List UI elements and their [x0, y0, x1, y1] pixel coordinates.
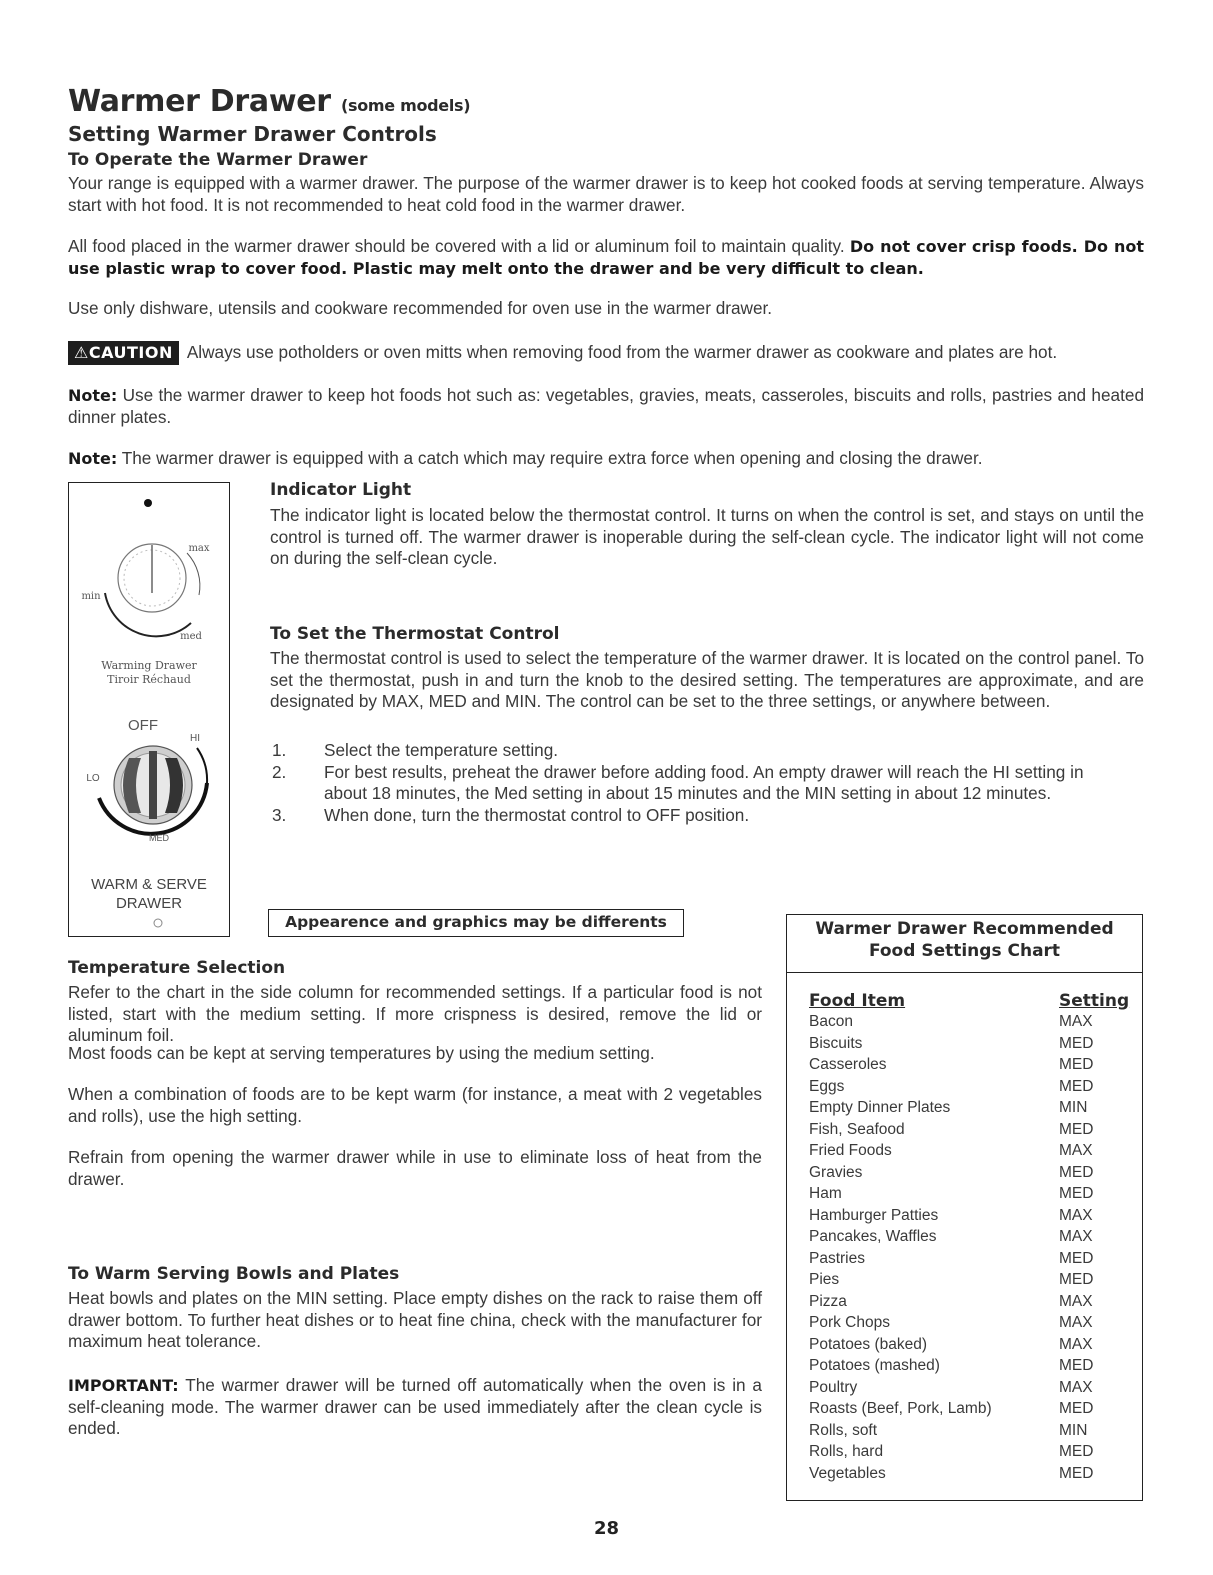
note-1-text: Use the warmer drawer to keep hot foods hot such as: vegetables, gravies, meats, casseroles, biscuits and rolls, pastries and heated dinner plates.: [68, 385, 1144, 427]
food-item-cell: Biscuits: [809, 1034, 863, 1052]
note-2: [68, 448, 1144, 470]
food-item-cell: Rolls, soft: [809, 1421, 878, 1439]
column-header-setting: Setting: [1059, 991, 1130, 1011]
setting-cell: MAX: [1059, 1378, 1093, 1396]
indicator-heading: Indicator Light: [270, 480, 412, 500]
page-title-subtitle: (some models): [340, 96, 471, 115]
knob1-min-label: min: [81, 591, 101, 602]
food-item-cell: Pastries: [809, 1249, 865, 1267]
setting-cell: MAX: [1059, 1228, 1093, 1245]
food-item-cell: Potatoes (baked): [809, 1335, 928, 1353]
caution-text: Always use potholders or oven mitts when removing food from the warmer drawer as cookware and plates are hot.: [186, 342, 1058, 362]
table-row: [809, 1250, 1119, 1272]
table-row: [809, 1142, 1119, 1164]
indicator-light-icon: [144, 499, 152, 507]
chart-title: [787, 915, 1142, 973]
food-item-cell: Bacon: [809, 1013, 853, 1030]
caution-label: CAUTION: [88, 343, 173, 362]
operate-paragraph-2: [68, 236, 1144, 279]
table-row: [809, 1271, 1119, 1293]
step-number: 1.: [272, 740, 287, 760]
setting-cell: MAX: [1059, 1335, 1093, 1353]
table-row: [809, 1228, 1119, 1250]
food-item-cell: Rolls, hard: [809, 1443, 884, 1460]
table-row: [809, 1185, 1119, 1207]
setting-cell: MAX: [1059, 1292, 1093, 1310]
step-text: Select the temperature setting.: [324, 740, 559, 760]
table-row: [809, 1379, 1119, 1401]
chart-rows: [809, 1013, 1119, 1486]
food-item-cell: Eggs: [809, 1077, 845, 1095]
page-title-text: Warmer Drawer: [68, 84, 331, 119]
table-row: [809, 1207, 1119, 1229]
food-item-cell: Hamburger Patties: [809, 1206, 939, 1224]
note-1: [68, 385, 1144, 428]
warming-drawer-label-line1: Warming Drawer: [101, 659, 197, 672]
table-row: [809, 1314, 1119, 1336]
knob2-off-label: OFF: [128, 717, 158, 734]
warm-bowls-paragraph: Heat bowls and plates on the MIN setting. Place empty dishes on the rack to raise them off drawer bottom. To further heat dishes or to heat fine china, check with the manufacturer for maximum heat tolerance.: [68, 1288, 762, 1351]
table-row: [809, 1357, 1119, 1379]
setting-cell: MED: [1059, 1357, 1094, 1374]
food-item-cell: Potatoes (mashed): [809, 1357, 940, 1374]
setting-cell: MED: [1059, 1464, 1094, 1482]
food-item-cell: Pancakes, Waffles: [809, 1228, 937, 1245]
setting-cell: MAX: [1059, 1013, 1093, 1030]
food-item-cell: Empty Dinner Plates: [809, 1099, 951, 1116]
list-item: [272, 762, 1118, 805]
thermostat-steps: [272, 740, 1118, 826]
caution-badge: [68, 341, 179, 365]
food-item-cell: Fish, Seafood: [809, 1120, 905, 1138]
table-row: [809, 1336, 1119, 1358]
warm-serve-label-line2: DRAWER: [115, 895, 183, 912]
important-label: IMPORTANT:: [68, 1376, 179, 1395]
page-number: 28: [593, 1518, 620, 1539]
operate-paragraph-1: Your range is equipped with a warmer drawer. The purpose of the warmer drawer is to keep hot cooked foods at serving temperature. Always start with hot food. It is not recommended to heat cold food in the warmer drawer.: [68, 173, 1144, 215]
knob1-med-label: med: [180, 631, 202, 642]
warm-serve-label-line1: WARM & SERVE: [91, 876, 207, 893]
step-number: 3.: [272, 804, 287, 825]
temp-selection-heading: Temperature Selection: [68, 958, 286, 978]
gear-icon: [154, 919, 162, 927]
warm-and-serve-knob-icon: [99, 746, 207, 834]
table-row: [809, 1078, 1119, 1100]
table-row: [809, 1121, 1119, 1143]
food-item-cell: Ham: [809, 1185, 842, 1202]
note-2-text: The warmer drawer is equipped with a catch which may require extra force when opening and closing the drawer.: [121, 448, 983, 468]
thermostat-heading: To Set the Thermostat Control: [270, 624, 560, 644]
table-row: [809, 1056, 1119, 1078]
warming-drawer-label: [69, 659, 229, 687]
table-row: [809, 1035, 1119, 1057]
food-item-cell: Fried Foods: [809, 1142, 892, 1159]
setting-cell: MAX: [1059, 1206, 1093, 1224]
step-text: When done, turn the thermostat control to OFF position.: [324, 804, 750, 825]
food-item-cell: Pies: [809, 1271, 840, 1288]
chart-title-line2: Food Settings Chart: [868, 941, 1061, 961]
step-number: 2.: [272, 761, 287, 782]
temp-selection-paragraph-2: Most foods can be kept at serving temperatures by using the medium setting.: [68, 1043, 655, 1063]
operate-paragraph-2-warning: Do not cover crisp foods. Do not use plastic wrap to cover food. Plastic may melt onto the drawer and be very difficult to clean.: [68, 237, 1145, 278]
setting-cell: MIN: [1059, 1099, 1088, 1116]
indicator-paragraph: The indicator light is located below the thermostat control. It turns on when the control is set, and stays on until the control is turned off. The warmer drawer is inoperable during the self-clean cycle. The indicator light will not come on during the self-clean cycle.: [270, 505, 1144, 568]
setting-cell: MED: [1059, 1400, 1094, 1417]
table-row: [809, 1164, 1119, 1186]
setting-cell: MIN: [1059, 1421, 1088, 1439]
appearance-note-box: Appearence and graphics may be differents: [268, 909, 684, 937]
thermostat-paragraph: The thermostat control is used to select the temperature of the warmer drawer. It is located on the control panel. To set the thermostat, push in and turn the knob to the desired setting. The temperatures are approximate, and are designated by MAX, MED and MIN. The control can be set to the three settings, or anywhere between.: [270, 648, 1144, 711]
chart-title-line1: Warmer Drawer Recommended: [815, 919, 1114, 939]
warning-triangle-icon: ⚠: [74, 343, 89, 362]
knob2-hi-label: HI: [190, 733, 200, 744]
important-text: The warmer drawer will be turned off automatically when the oven is in a self-cleaning mode. The warmer drawer can be used immediately after the clean cycle is ended.: [68, 1375, 762, 1438]
column-header-food: Food Item: [809, 991, 906, 1011]
table-row: [809, 1400, 1119, 1422]
knob2-lo-label: LO: [86, 773, 100, 784]
table-row: [809, 1443, 1119, 1465]
warm-serve-label: [69, 875, 229, 913]
food-item-cell: Pork Chops: [809, 1314, 890, 1331]
table-row: [809, 1465, 1119, 1487]
setting-cell: MED: [1059, 1443, 1094, 1460]
control-panel-illustration: [68, 482, 230, 937]
operate-heading: To Operate the Warmer Drawer: [68, 150, 368, 170]
note-1-label: Note:: [68, 386, 118, 405]
important-paragraph: [68, 1375, 762, 1440]
setting-cell: MAX: [1059, 1142, 1093, 1159]
temp-selection-paragraph-4: Refrain from opening the warmer drawer while in use to eliminate loss of heat from the drawer.: [68, 1147, 762, 1189]
food-item-cell: Casseroles: [809, 1056, 887, 1073]
operate-paragraph-2-text: All food placed in the warmer drawer should be covered with a lid or aluminum foil to maintain quality.: [68, 236, 845, 256]
table-row: [809, 1099, 1119, 1121]
warm-bowls-heading: To Warm Serving Bowls and Plates: [68, 1264, 400, 1284]
knob2-med-label: MED: [149, 833, 169, 843]
setting-cell: MED: [1059, 1034, 1094, 1052]
setting-cell: MED: [1059, 1163, 1094, 1181]
setting-cell: MED: [1059, 1120, 1094, 1138]
list-item: [272, 805, 1118, 827]
list-item: [272, 740, 1118, 762]
food-item-cell: Vegetables: [809, 1464, 886, 1482]
section-title: Setting Warmer Drawer Controls: [68, 122, 437, 146]
setting-cell: MAX: [1059, 1314, 1093, 1331]
caution-line: [68, 341, 1148, 365]
setting-cell: MED: [1059, 1185, 1094, 1202]
warming-drawer-label-line2: Tiroir Réchaud: [107, 673, 191, 686]
note-2-label: Note:: [68, 449, 118, 468]
food-settings-chart: [786, 914, 1143, 1501]
step-text: For best results, preheat the drawer before adding food. An empty drawer will reach the HI setting in about 18 minutes, the Med setting in about 15 minutes and the MIN setting in about 12 minutes.: [324, 761, 1084, 803]
setting-cell: MED: [1059, 1056, 1094, 1073]
temp-selection-paragraph-1: Refer to the chart in the side column for recommended settings. If a particular food is not listed, start with the medium setting. If more crispness is desired, remove the lid or aluminum foil.: [68, 982, 762, 1045]
temp-selection-paragraph-3: When a combination of foods are to be kept warm (for instance, a meat with 2 vegetables and rolls), use the high setting.: [68, 1084, 762, 1126]
food-item-cell: Poultry: [809, 1378, 858, 1396]
page-title: [68, 84, 470, 119]
setting-cell: MED: [1059, 1077, 1094, 1095]
table-row: [809, 1293, 1119, 1315]
food-item-cell: Roasts (Beef, Pork, Lamb): [809, 1400, 992, 1417]
table-row: [809, 1422, 1119, 1444]
setting-cell: MED: [1059, 1271, 1094, 1288]
operate-paragraph-3: Use only dishware, utensils and cookware recommended for oven use in the warmer drawer.: [68, 298, 773, 318]
food-item-cell: Gravies: [809, 1163, 863, 1181]
knob1-max-label: max: [188, 543, 210, 554]
food-item-cell: Pizza: [809, 1292, 847, 1310]
setting-cell: MED: [1059, 1249, 1094, 1267]
table-row: [809, 1013, 1119, 1035]
